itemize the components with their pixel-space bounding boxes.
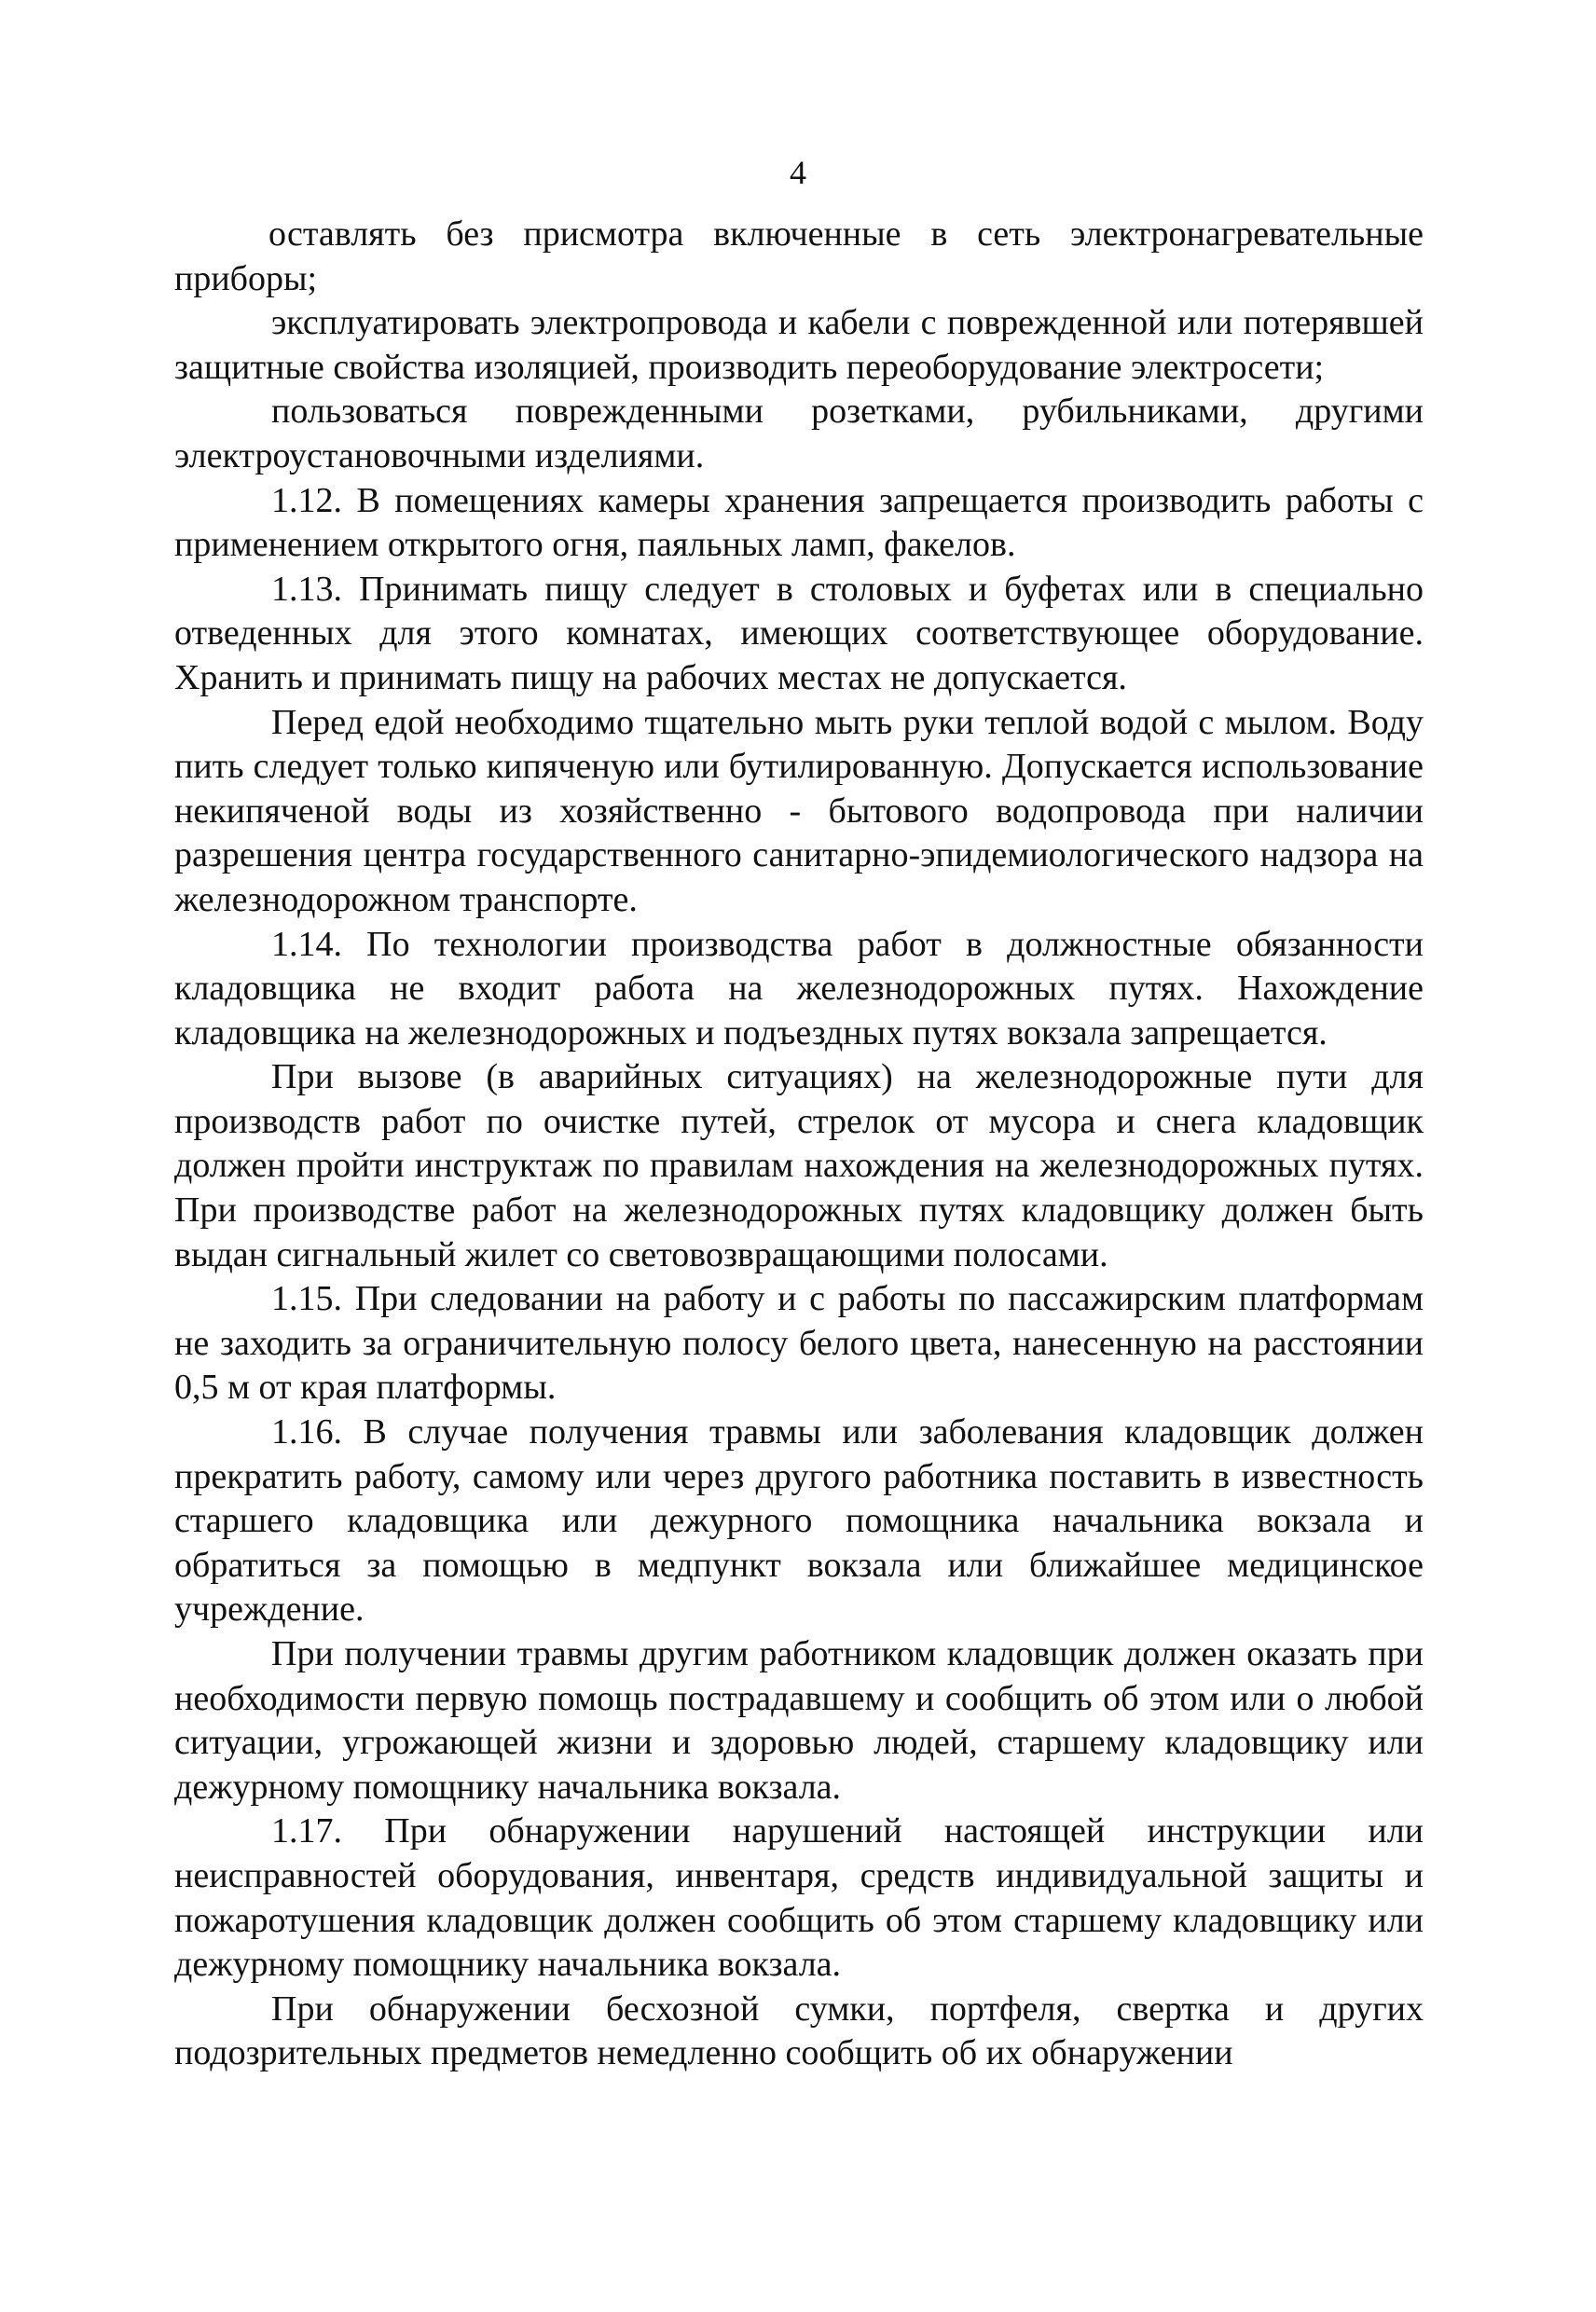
paragraph-1-13: 1.13. Принимать пищу следует в столовых и буфетах или в специально отведенных для этого комнатах, имеющих соответствующее оборудование. Хранить и принимать пищу на рабочих местах не допускается.: [174, 569, 1424, 697]
page-number: 4: [790, 154, 806, 191]
paragraph-1-16: 1.16. В случае получения травмы или заболевания кладовщик должен прекратить работу, самому или через другого работника поставить в известность старшего кладовщика или дежурного помощника начальника вокзала и обратиться за помощью в медпункт вокзала или ближайшее медицинское учреждение.: [174, 1412, 1424, 1630]
paragraph-suspicious-objects: При обнаружении бесхозной сумки, портфеля, свертка и других подозрительных предметов немедленно сообщить об их обнаружении: [174, 1989, 1424, 2073]
paragraph-1-17: 1.17. При обнаружении нарушений настоящей инструкции или неисправностей оборудования, инвентаря, средств индивидуальной защиты и пожаротушения кладовщик должен сообщить об этом старшему кладовщику или дежурному помощнику начальника вокзала.: [174, 1811, 1424, 1985]
paragraph-1-12: 1.12. В помещениях камеры хранения запрещается производить работы с применением открытого огня, паяльных ламп, факелов.: [174, 480, 1424, 565]
paragraph-damaged-sockets: пользоваться поврежденными розетками, рубильниками, другими электроустановочными изделиями.: [174, 392, 1424, 475]
paragraph-damaged-cables: эксплуатировать электропровода и кабели с поврежденной или потерявшей защитные свойства изоляцией, производить переоборудование электросети;: [174, 303, 1424, 387]
paragraph-1-14: 1.14. По технологии производства работ в должностные обязанности кладовщика не входит работа на железнодорожных путях. Нахождение кладовщика на железнодорожных и подъездных путях вокзала запрещается.: [174, 924, 1424, 1053]
paragraph-electric-heaters: оставлять без присмотра включенные в сеть электронагревательные приборы;: [174, 214, 1424, 298]
paragraph-emergency-call: При вызове (в аварийных ситуациях) на железнодорожные пути для производств работ по очистке путей, стрелок от мусора и снега кладовщик должен пройти инструктаж по правилам нахождения на железнодорожных путях. При производстве работ на железнодорожных путях кладовщику должен быть выдан сигнальный жилет со световозвращающими полосами.: [174, 1057, 1424, 1274]
paragraph-1-15: 1.15. При следовании на работу и с работы по пассажирским платформам не заходить за ограничительную полосу белого цвета, нанесенную на расстоянии 0,5 м от края платформы.: [174, 1279, 1424, 1408]
document-body: [174, 213, 1424, 2076]
paragraph-first-aid: При получении травмы другим работником кладовщик должен оказать при необходимости первую помощь пострадавшему и сообщить об этом или о любой ситуации, угрожающей жизни и здоровью людей, старшему кладовщику или дежурному помощнику начальника вокзала.: [174, 1634, 1424, 1807]
paragraph-hygiene-water: Перед едой необходимо тщательно мыть руки теплой водой с мылом. Воду пить следует только кипяченую или бутилированную. Допускается использование некипяченой воды из хозяйственно - бытового водопровода при наличии разрешения центра государственного санитарно-эпидемиологического надзора на железнодорожном транспорте.: [174, 702, 1424, 919]
